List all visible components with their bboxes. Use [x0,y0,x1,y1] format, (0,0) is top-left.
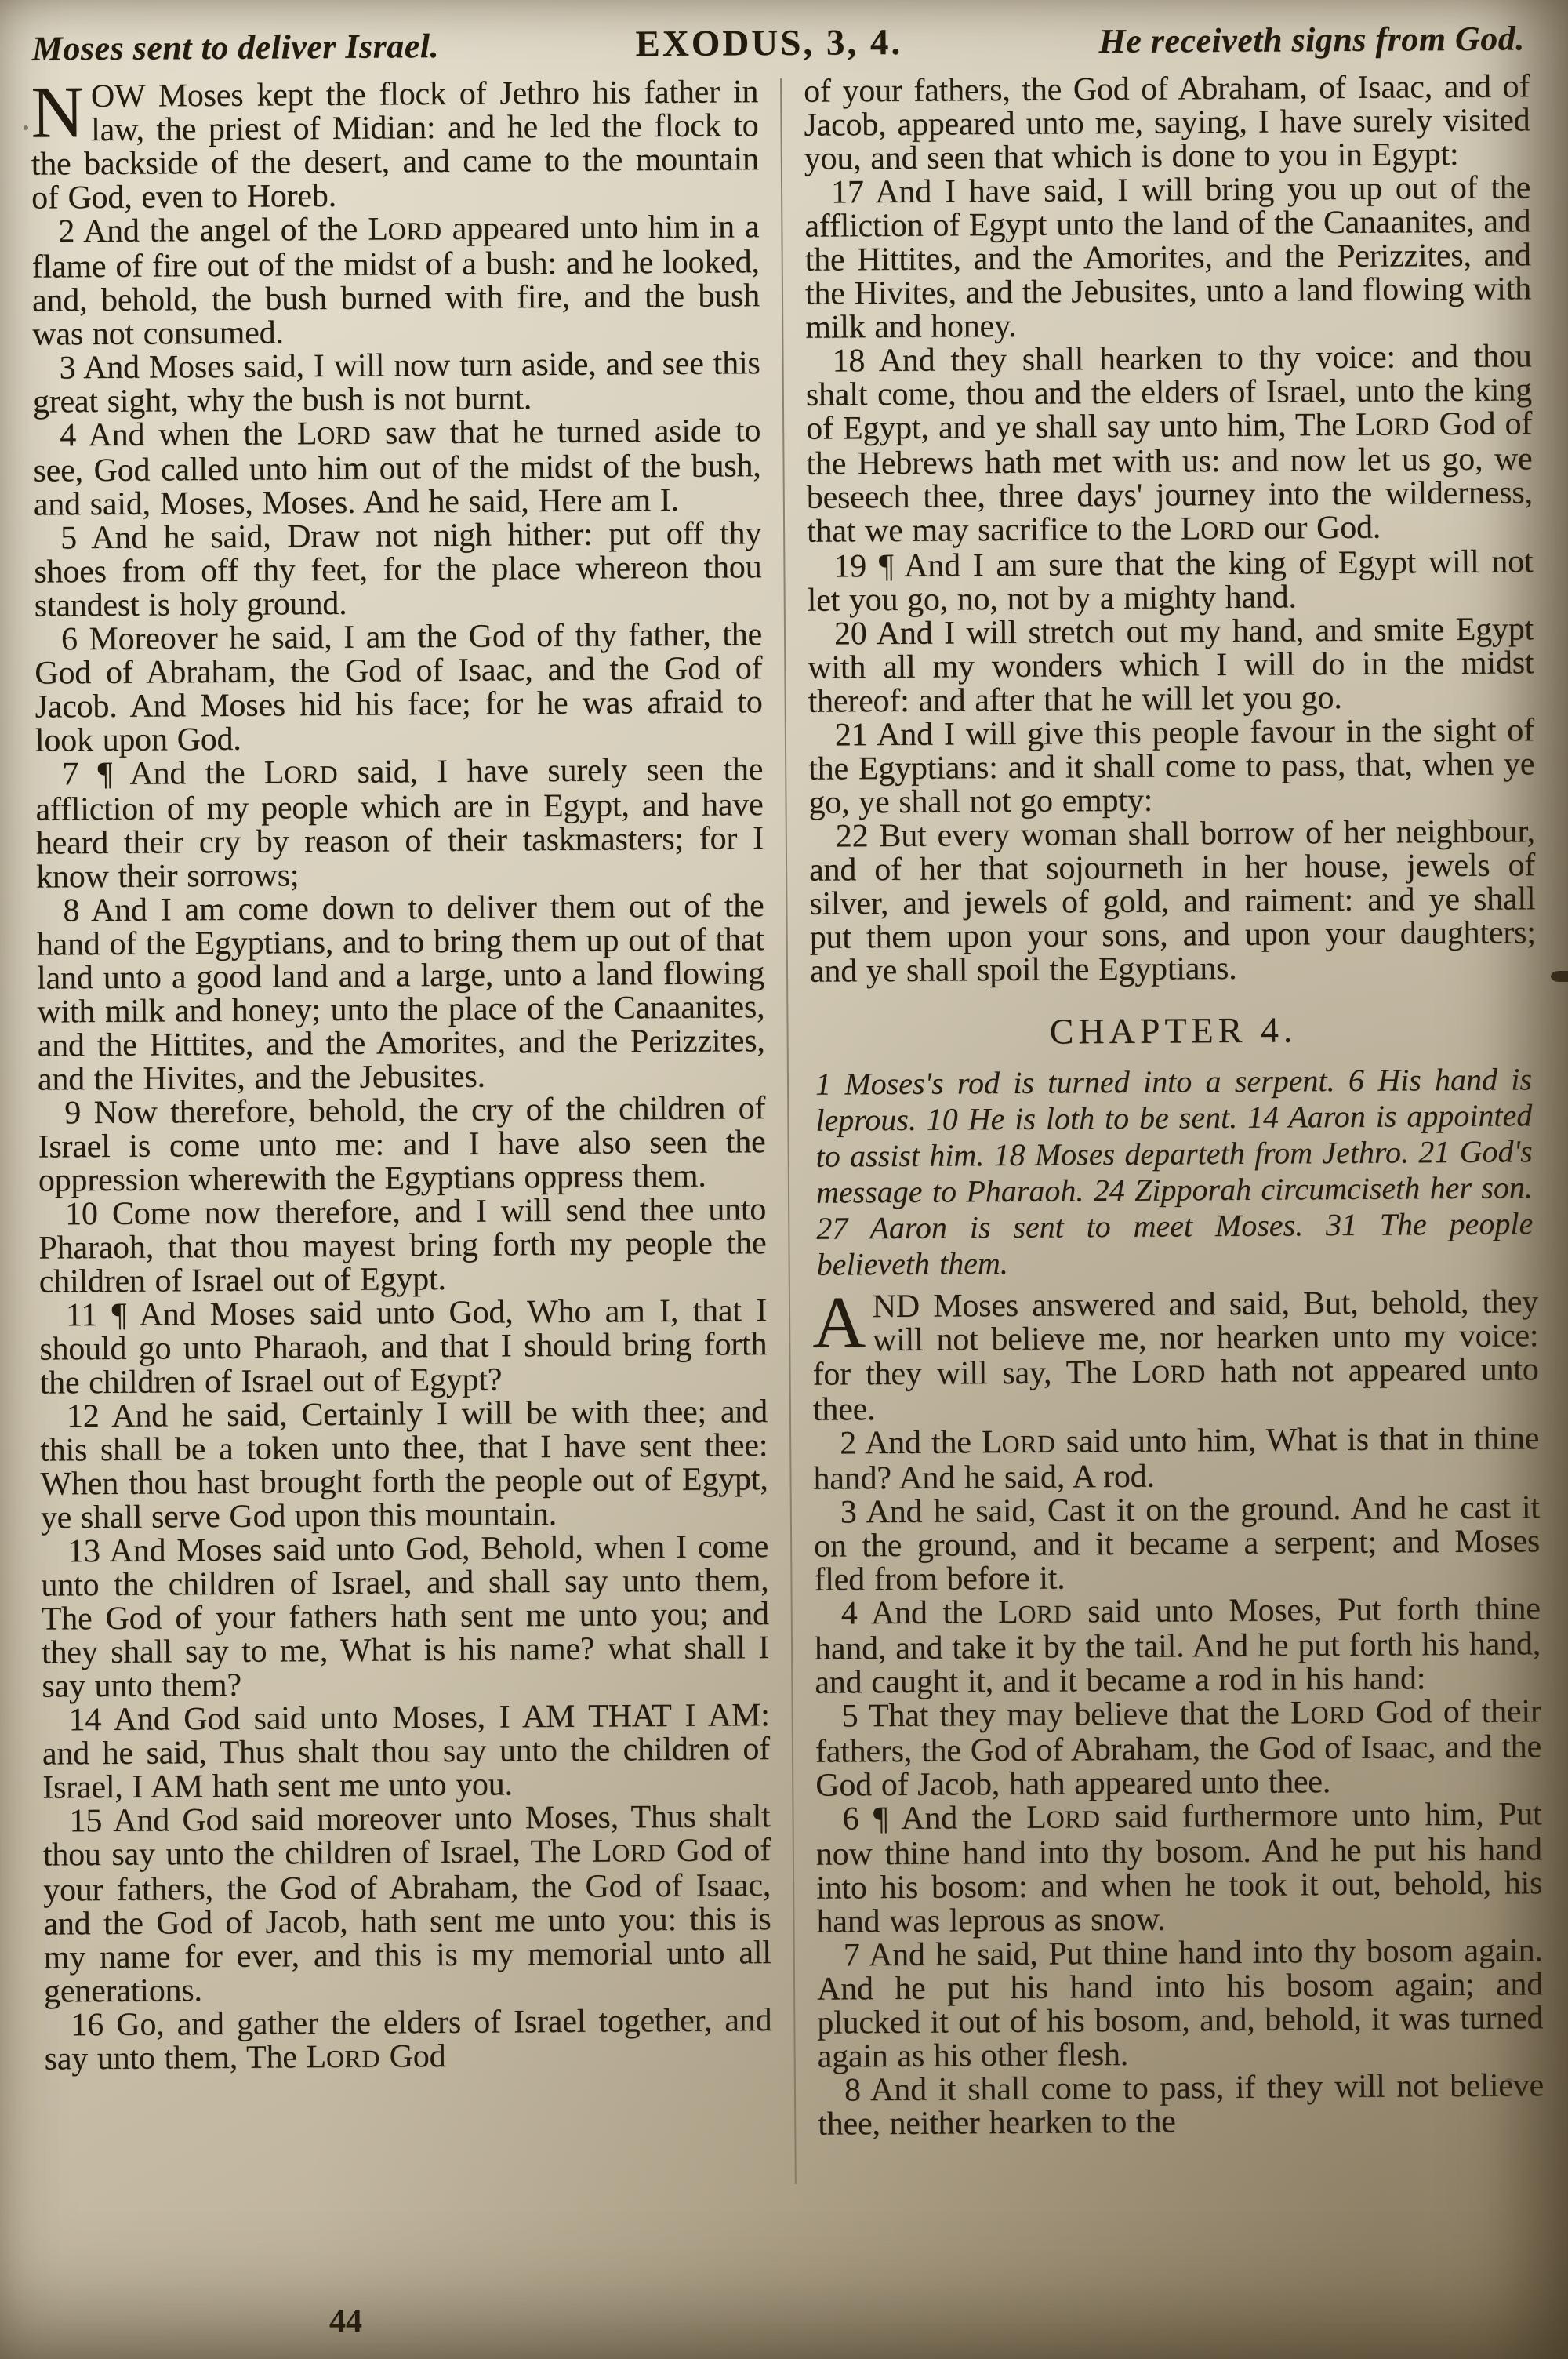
verse: 16 Go, and gather the elders of Israel together, and say unto them, The LORD God [44,2002,772,2077]
divine-name: LORD [306,2039,381,2076]
verse: 8 And I am come down to deliver them out of the hand of the Egyptians, and to bring them up out of that land unto a good land and a large, unto a land flowing with milk and honey; unto the place of the Canaanites, and the Hittites, and the Amorites, and the Perizzites, and the Hivites, and the Jebusites. [36,888,765,1098]
verse: 10 Come now therefore, and I will send thee unto Pharaoh, that thou mayest bring forth my people the children of Israel out of Egypt. [38,1191,767,1300]
verse: 13 And Moses said unto God, Behold, when I come unto the children of Israel, and shall say unto them, The God of your fathers hath sent me unto you; and they shall say to me, What is his name? what shall I say unto them? [41,1528,770,1705]
verse: 11 ¶ And Moses said unto God, Who am I, that I should go unto Pharaoh, and that I should bring forth the children of Israel out of Egypt? [39,1292,768,1401]
drop-cap-initial: A [811,1281,866,1364]
verse: 2 And the angel of the LORD appeared unto him in a flame of fire out of the midst of a bush: and he looked, and, behold, the bush burned with fire, and the bush was not consumed. [31,209,760,353]
verse: 21 And I will give this people favour in the sight of the Egyptians: and it shall come to pass, that, when ye go, ye shall not go empty: [808,712,1535,821]
divine-name: LORD [1180,511,1255,547]
verse: 7 ¶ And the LORD said, I have surely seen the affliction of my people which are in Egypt, and have heard their cry by reason of their taskmasters; for I know their sorrows; [35,751,764,896]
verse-continuation: of your fathers, the God of Abraham, of Isaac, and of Jacob, appeared unto me, saying, I have surely visited you, and seen that which is done to you in Egypt: [804,68,1530,177]
verse: 18 And they shall hearken to thy voice: and thou shalt come, thou and the elders of Israel, unto the king of Egypt, and ye shall say unto him, The LORD God of the Hebrews hath met with us: and now let us go, we beseech thee, three days' journey into the wilderness, that we may sacrifice to the LORD our God. [805,338,1533,550]
verse: 3 And he said, Cast it on the ground. And he cast it on the ground, and it became a serpent; and Moses fled from before it. [813,1489,1541,1598]
column-left [30,71,794,2147]
column-right [780,70,1544,2142]
verse: 9 Now therefore, behold, the cry of the children of Israel is come unto me: and I have also seen the oppression wherewith the Egyptians oppress them. [38,1090,766,1199]
verse: 7 And he said, Put thine hand into thy bosom again. And he put his hand into his bosom again; and plucked it out of his bosom, and, behold, it was turned again as his other flesh. [816,1932,1544,2075]
drop-cap-initial: N [30,71,85,154]
running-head-center: EXODUS, 3, 4. [635,21,903,65]
verse: 4 And the LORD said unto Moses, Put forth thine hand, and take it by the tail. And he put forth his hand, and caught it, and it became a rod in his hand: [814,1590,1541,1701]
divine-name: LORD [263,754,339,791]
verse: 6 ¶ And the LORD said furthermore unto him, Put now thine hand into thy bosom. And he put his hand into his bosom: and when he took it out, behold, his hand was leprous as snow. [815,1796,1543,1940]
verse: 15 And God said moreover unto Moses, Thus shalt thou say unto the children of Israel, The LORD God of your fathers, the God of Abraham, the God of Isaac, and the God of Jacob, hath sent me unto you: this is my name for ever, and this is my memorial unto all generations. [42,1798,771,2010]
divine-name: LORD [1025,1799,1101,1836]
verse: 19 ¶ And I am sure that the king of Egypt will not let you go, no, not by a mighty hand. [807,543,1534,619]
divine-name: LORD [997,1594,1073,1631]
verse: AND Moses answered and said, But, behold, they will not believe me, nor hearken unto my voice: for they will say, The LORD hath not appeared unto thee. [811,1281,1539,1428]
page-number: 44 [329,2303,362,2339]
running-head-left: Moses sent to deliver Israel. [31,27,440,68]
verse: 22 But every woman shall borrow of her neighbour, and of her that sojourneth in her house, jewels of silver, and jewels of gold, and raiment: and ye shall put them upon your sons, and upon your daughters; and ye shall spoil the Egyptians. [808,813,1536,990]
verse: 12 And he said, Certainly I will be with thee; and this shall be a token unto thee, that I have sent thee: When thou hast brought forth the people out of Egypt, ye shall serve God upon this mountain. [40,1394,768,1536]
chapter-heading: CHAPTER 4. [1049,1009,1298,1052]
running-head-right: He receiveth signs from God. [1098,19,1525,61]
verse: 2 And the LORD said unto him, What is that in thine hand? And he said, A rod. [813,1420,1540,1497]
verse: NOW Moses kept the flock of Jethro his father in law, the priest of Midian: and he led the flock to the backside of the desert, and came to the mountain of God, even to Horeb. [30,71,759,216]
chapter-summary: 1 Moses's rod is turned into a serpent. 6 His hand is leprous. 10 He is loth to be sent. 14 Aaron is appointed to assist him. 18 Moses departeth from Jethro. 21 God's message to Pharaoh. 24 Zipporah circumciseth her son. 27 Aaron is sent to meet Moses. 31 The people believeth them. [815,1061,1534,1282]
verse: 17 And I have said, I will bring you up out of the affliction of Egypt unto the land of the Canaanites, and the Hittites, and the Amorites, and the Perizzites, and the Hivites, and the Jebusites, unto a land flowing with milk and honey. [804,169,1532,346]
verse: 8 And it shall come to pass, if they will not believe thee, neither hearken to the [818,2067,1544,2143]
divine-name: LORD [591,1833,666,1870]
verse: 3 And Moses said, I will now turn aside, and see this great sight, why the bush is not burnt. [32,345,760,420]
verse: 6 Moreover he said, I am the God of thy father, the God of Abraham, the God of Isaac, and the God of Jacob. And Moses hid his face; for he was afraid to look upon God. [34,616,763,759]
verse: 20 And I will stretch out my hand, and smite Egypt with all my wonders which I will do in the midst thereof: and after that he will let you go. [808,611,1534,720]
verse: 14 And God said unto Moses, I AM THAT I AM: and he said, Thus shalt thou say unto the children of Israel, I AM hath sent me unto you. [42,1697,771,1806]
divine-name: LORD [1131,1354,1206,1390]
divine-name: LORD [296,416,372,453]
verse: 5 And he said, Draw not nigh hither: put off thy shoes from off thy feet, for the place whereon thou standest is holy ground. [34,515,762,624]
divine-name: LORD [368,211,442,248]
text-columns [31,70,1544,2146]
verse: 4 And when the LORD saw that he turned aside to see, God called unto him out of the midst of the bush, and said, Moses, Moses. And he said, Here am I. [33,413,761,523]
divine-name: LORD [1290,1695,1365,1732]
divine-name: LORD [1355,406,1430,443]
divine-name: LORD [981,1424,1056,1461]
verse: 5 That they may believe that the LORD God of their fathers, the God of Abraham, the God of Isaac, and the God of Jacob, hath appeared unto thee. [815,1693,1542,1804]
